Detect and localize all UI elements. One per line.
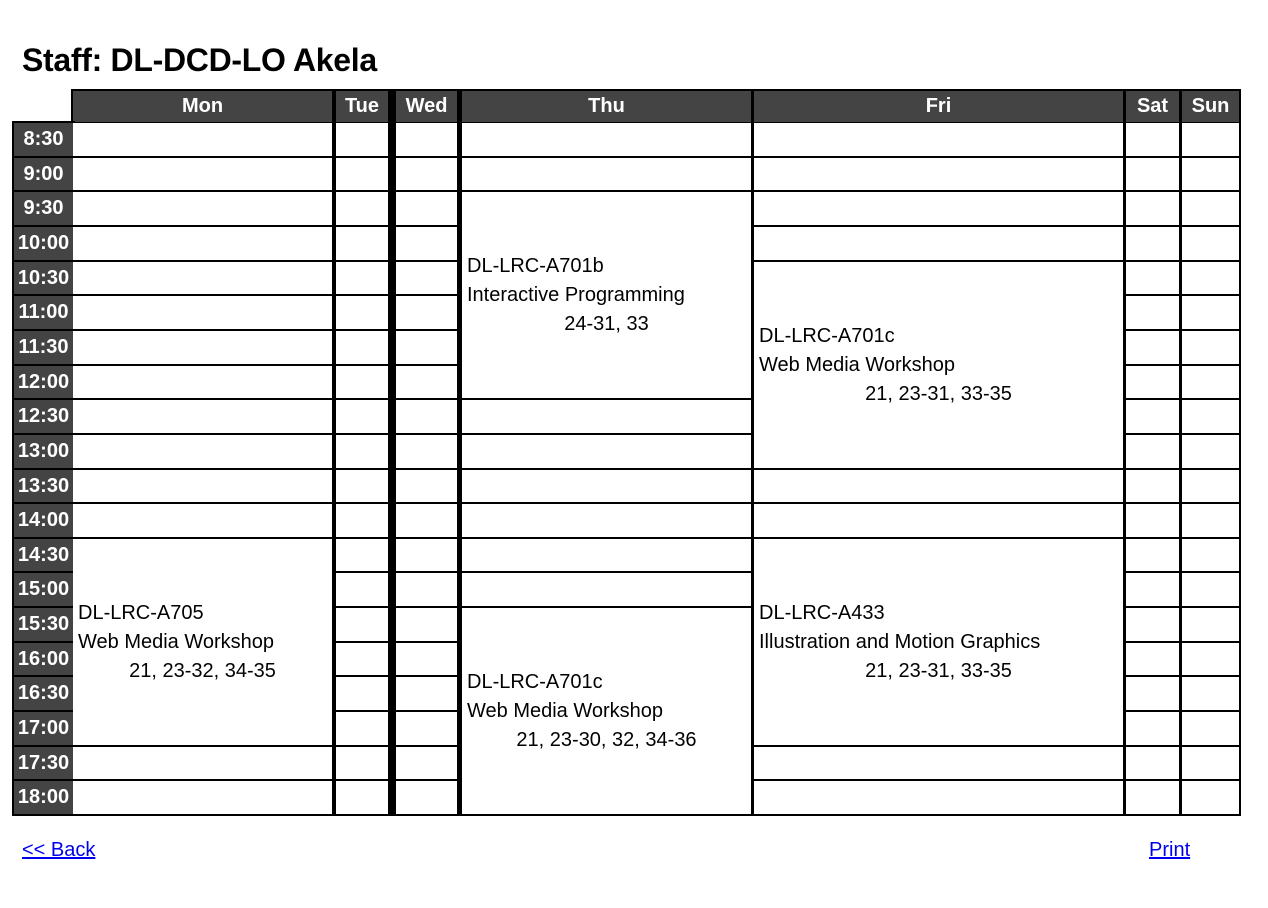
empty-slot [336,262,388,294]
empty-slot [1182,331,1239,364]
empty-slot [396,470,457,502]
event-weeks: 24-31, 33 [564,312,649,335]
empty-slot [1126,747,1179,779]
empty-slot [336,366,388,398]
page-title: Staff: DL-DCD-LO Akela [22,42,377,78]
event-title: Web Media Workshop [467,699,664,722]
empty-slot [1182,262,1239,294]
day-header-tue: Tue [336,91,388,122]
time-label: 16:30 [14,677,73,710]
empty-slot [1126,712,1179,745]
empty-slot [1182,643,1239,675]
empty-slot [1182,435,1239,468]
empty-slot [1182,366,1239,398]
event-code: DL-LRC-A701b [467,254,604,277]
event-title: Web Media Workshop [78,630,275,653]
empty-slot [1126,123,1179,156]
empty-slot [396,435,457,468]
empty-slot [1126,608,1179,641]
empty-slot [462,573,751,606]
empty-slot [462,123,751,156]
time-label: 9:30 [14,192,73,225]
empty-slot [1182,400,1239,433]
empty-slot [754,470,1123,502]
time-label: 18:00 [14,781,73,814]
empty-slot [462,504,751,537]
empty-slot [1182,123,1239,156]
empty-slot [396,747,457,779]
event-code: DL-LRC-A701c [467,670,603,693]
empty-slot [1126,262,1179,294]
empty-slot [754,158,1123,190]
empty-slot [336,123,388,156]
empty-slot [396,400,457,433]
time-label: 15:30 [14,608,73,641]
event-block[interactable] [754,262,1123,468]
empty-slot [396,781,457,814]
day-header-fri: Fri [754,91,1123,122]
empty-slot [1182,573,1239,606]
empty-slot [1182,470,1239,502]
time-label: 8:30 [14,123,73,156]
empty-slot [1182,504,1239,537]
empty-slot [73,296,332,329]
empty-slot [1182,747,1239,779]
empty-slot [396,192,457,225]
print-link[interactable]: Print [1149,839,1191,861]
event-weeks: 21, 23-31, 33-35 [865,659,1012,682]
empty-slot [462,539,751,571]
empty-slot [336,712,388,745]
time-label: 11:30 [14,331,73,364]
empty-slot [1126,158,1179,190]
event-block[interactable] [754,539,1123,745]
empty-slot [1126,573,1179,606]
event-weeks: 21, 23-30, 32, 34-36 [516,728,697,751]
empty-slot [1182,192,1239,225]
time-label: 12:30 [14,400,73,433]
empty-slot [396,539,457,571]
day-header-wed: Wed [396,91,457,122]
empty-slot [1126,366,1179,398]
empty-slot [1126,539,1179,571]
back-link[interactable]: << Back [22,839,96,861]
empty-slot [1182,539,1239,571]
event-block[interactable] [462,608,751,814]
empty-slot [1126,781,1179,814]
empty-slot [396,366,457,398]
empty-slot [1126,296,1179,329]
day-header-sun: Sun [1182,91,1239,122]
empty-slot [1126,192,1179,225]
empty-slot [73,470,332,502]
empty-slot [462,435,751,468]
empty-slot [1182,227,1239,260]
empty-slot [396,262,457,294]
empty-slot [754,781,1123,814]
time-label: 13:00 [14,435,73,468]
day-header-sat: Sat [1126,91,1179,122]
event-code: DL-LRC-A705 [78,601,204,624]
empty-slot [1182,677,1239,710]
empty-slot [1126,400,1179,433]
empty-slot [1182,781,1239,814]
empty-slot [396,504,457,537]
empty-slot [336,227,388,260]
empty-slot [73,331,332,364]
empty-slot [462,470,751,502]
empty-slot [1126,677,1179,710]
empty-slot [336,331,388,364]
event-title: Interactive Programming [467,283,685,306]
empty-slot [1182,296,1239,329]
empty-slot [396,227,457,260]
empty-slot [754,504,1123,537]
empty-slot [396,331,457,364]
time-label: 14:00 [14,504,73,537]
empty-slot [1126,470,1179,502]
empty-slot [336,643,388,675]
empty-slot [336,158,388,190]
empty-slot [754,192,1123,225]
empty-slot [73,435,332,468]
empty-slot [336,400,388,433]
empty-slot [336,470,388,502]
event-weeks: 21, 23-32, 34-35 [129,659,276,682]
empty-slot [336,504,388,537]
empty-slot [396,712,457,745]
empty-slot [336,747,388,779]
time-label: 15:00 [14,573,73,606]
empty-slot [1182,712,1239,745]
empty-slot [462,400,751,433]
empty-slot [396,573,457,606]
empty-slot [754,123,1123,156]
empty-slot [336,608,388,641]
empty-slot [73,781,332,814]
empty-slot [396,158,457,190]
time-label: 14:30 [14,539,73,571]
empty-slot [73,262,332,294]
time-label: 16:00 [14,643,73,675]
empty-slot [336,781,388,814]
empty-slot [73,192,332,225]
empty-slot [1182,158,1239,190]
time-label: 9:00 [14,158,73,190]
empty-slot [1126,504,1179,537]
time-label: 13:30 [14,470,73,502]
empty-slot [73,504,332,537]
empty-slot [396,677,457,710]
empty-slot [754,227,1123,260]
empty-slot [1126,435,1179,468]
empty-slot [1126,331,1179,364]
empty-slot [73,400,332,433]
empty-slot [73,158,332,190]
day-header-mon: Mon [73,91,332,122]
time-label: 12:00 [14,366,73,398]
empty-slot [73,227,332,260]
time-label: 10:30 [14,262,73,294]
empty-slot [1126,227,1179,260]
time-label: 10:00 [14,227,73,260]
event-block[interactable] [73,539,332,745]
empty-slot [396,296,457,329]
empty-slot [1182,608,1239,641]
time-label: 11:00 [14,296,73,329]
event-title: Web Media Workshop [759,353,956,376]
event-title: Illustration and Motion Graphics [759,630,1041,653]
empty-slot [754,747,1123,779]
empty-slot [336,296,388,329]
timetable-grid [12,89,1239,816]
empty-slot [396,608,457,641]
empty-slot [396,643,457,675]
day-header-thu: Thu [462,91,751,122]
empty-slot [336,192,388,225]
empty-slot [73,123,332,156]
time-label: 17:30 [14,747,73,779]
empty-slot [336,539,388,571]
empty-slot [336,677,388,710]
empty-slot [73,747,332,779]
empty-slot [73,366,332,398]
empty-slot [336,435,388,468]
empty-slot [1126,643,1179,675]
empty-slot [336,573,388,606]
event-code: DL-LRC-A433 [759,601,885,624]
empty-slot [462,158,751,190]
time-label: 17:00 [14,712,73,745]
empty-slot [396,123,457,156]
event-weeks: 21, 23-31, 33-35 [865,382,1012,405]
event-block[interactable] [462,192,751,398]
event-code: DL-LRC-A701c [759,324,895,347]
